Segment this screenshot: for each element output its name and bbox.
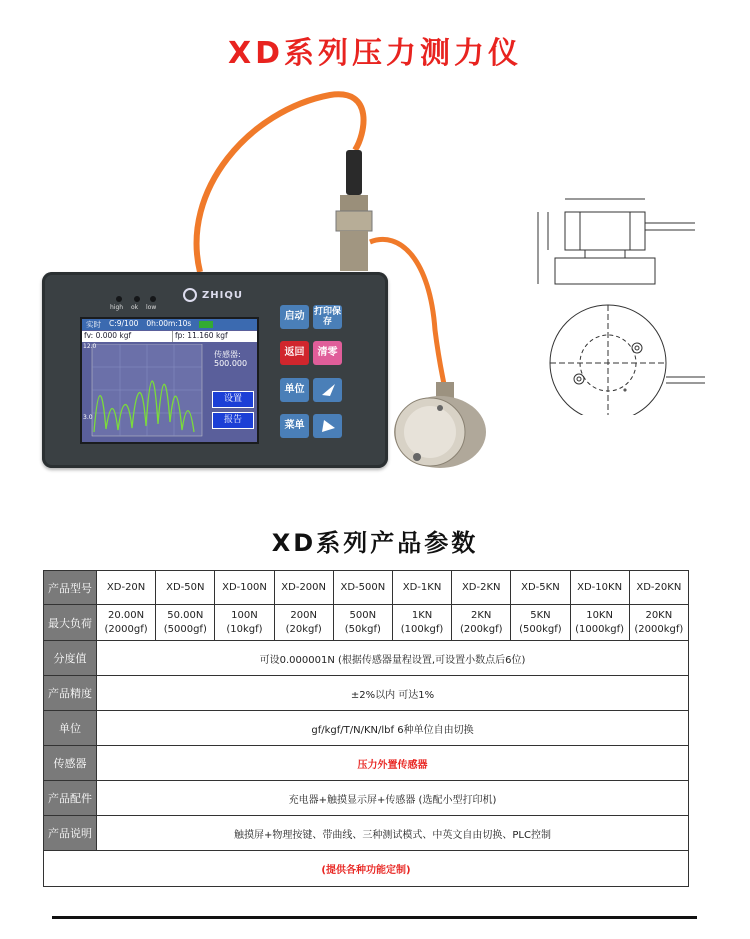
row-header: 传感器: [44, 746, 97, 781]
load-cell: [156, 605, 215, 641]
high-led-icon: [116, 296, 122, 302]
load-cell-technical-drawing: [520, 185, 730, 415]
load-value: 50.00N: [167, 609, 204, 621]
y-axis-mid-label: 3.0: [83, 414, 93, 421]
row-header: 产品精度: [44, 676, 97, 711]
table-row-model: [44, 571, 689, 605]
logo-icon: [183, 288, 197, 302]
row-header: 产品说明: [44, 816, 97, 851]
load-cell: [97, 605, 156, 641]
load-gf: (20kgf): [285, 623, 322, 635]
row-value: gf/kgf/T/N/KN/lbf 6种单位自由切换: [97, 711, 689, 746]
low-led-icon: [150, 296, 156, 302]
divider: [52, 916, 697, 919]
load-value: 5KN: [530, 609, 551, 621]
load-value: 20KN: [645, 609, 673, 621]
load-value: 20.00N: [108, 609, 145, 621]
screen-time: 0h:00m:10s: [146, 319, 192, 328]
force-gauge-device: [42, 272, 388, 468]
print-save-key[interactable]: 打印保存: [313, 307, 341, 327]
page-title: XD系列压力测力仪: [227, 36, 523, 71]
row-value: 充电器+触摸显示屏+传感器 (选配小型打印机): [97, 781, 689, 816]
load-gf: (2000gf): [104, 623, 148, 635]
load-value: 200N: [290, 609, 317, 621]
model-cell: XD-10KN: [570, 571, 629, 605]
load-value: 1KN: [411, 609, 433, 621]
model-cell: XD-200N: [274, 571, 333, 605]
table-row-footer: [44, 851, 689, 887]
load-gf: (2000kgf): [634, 623, 684, 635]
battery-icon: [199, 321, 213, 328]
load-value: 100N: [231, 609, 258, 621]
model-cell: XD-5KN: [511, 571, 570, 605]
row-header: 单位: [44, 711, 97, 746]
table-row: [44, 781, 689, 816]
table-row: [44, 816, 689, 851]
screen-readout-bar: [82, 331, 257, 342]
row-header: 产品配件: [44, 781, 97, 816]
model-cell: XD-500N: [333, 571, 392, 605]
load-cell: [452, 605, 511, 641]
arrow-up-key[interactable]: [313, 378, 342, 402]
led-label-ok: ok: [131, 304, 139, 311]
load-gf: (200kgf): [459, 623, 503, 635]
model-cell: XD-20N: [97, 571, 156, 605]
load-gf: (500kgf): [519, 623, 562, 635]
sensor-label: 传感器:: [214, 350, 241, 359]
led-label-high: high: [110, 304, 124, 311]
unit-key[interactable]: 单位: [280, 378, 309, 402]
model-cell: XD-20KN: [629, 571, 688, 605]
led-label-low: low: [146, 304, 157, 311]
screen-mode: 实时: [86, 320, 101, 329]
load-cell: [392, 605, 451, 641]
screen-count: C:9/100: [109, 319, 139, 328]
row-value: 压力外置传感器: [97, 746, 689, 781]
model-cell: XD-50N: [156, 571, 215, 605]
load-gf: (50kgf): [344, 623, 381, 635]
menu-key[interactable]: 菜单: [280, 414, 309, 438]
load-cell: [511, 605, 570, 641]
touch-screen[interactable]: [80, 317, 259, 444]
table-row: [44, 711, 689, 746]
load-gf: (1000kgf): [575, 623, 625, 635]
model-cell: XD-1KN: [392, 571, 451, 605]
back-key[interactable]: 返回: [280, 341, 309, 365]
brand-logo: ZHIQU: [202, 290, 243, 301]
row-value: 触摸屏+物理按键、带曲线、三种测试模式、中英文自由切换、PLC控制: [97, 816, 689, 851]
arrow-up-right-icon: [320, 383, 336, 397]
row-value: 可设0.000001N (根据传感器量程设置,可设置小数点后6位): [97, 641, 689, 676]
load-cell: [215, 605, 274, 641]
model-header: 产品型号: [44, 571, 97, 605]
spec-table: [43, 570, 689, 887]
load-value: 500N: [349, 609, 377, 621]
load-header: 最大负荷: [44, 605, 97, 641]
model-cell: XD-100N: [215, 571, 274, 605]
screen-status-bar: [82, 319, 257, 330]
row-header: 分度值: [44, 641, 97, 676]
load-gf: (10kgf): [226, 623, 263, 635]
sensor-range-value: 500.000: [214, 359, 248, 368]
load-cell: [570, 605, 629, 641]
table-row-load: [44, 605, 689, 641]
section-title: XD系列产品参数: [271, 529, 479, 557]
table-row: [44, 641, 689, 676]
load-cell: [274, 605, 333, 641]
arrow-down-right-icon: [320, 419, 336, 433]
y-axis-top-label: 12.0: [83, 343, 97, 350]
load-value: 2KN: [471, 609, 492, 621]
fv-readout: fv: 0.000 kgf: [82, 331, 173, 342]
start-key[interactable]: 启动: [280, 305, 309, 329]
footer-note: (提供各种功能定制): [44, 851, 689, 887]
report-button[interactable]: 报告: [212, 412, 254, 429]
ok-led-icon: [134, 296, 140, 302]
load-cell: [333, 605, 392, 641]
load-cell: [629, 605, 688, 641]
arrow-down-key[interactable]: [313, 414, 342, 438]
load-value: 10KN: [586, 609, 613, 621]
zero-key[interactable]: 清零: [313, 341, 342, 365]
row-value: ±2%以内 可达1%: [97, 676, 689, 711]
fp-readout: fp: 11.160 kgf: [175, 331, 228, 340]
force-curve-chart: [84, 344, 204, 440]
model-cell: XD-2KN: [452, 571, 511, 605]
settings-button[interactable]: 设置: [212, 391, 254, 408]
table-row: [44, 676, 689, 711]
table-row: [44, 746, 689, 781]
load-gf: (100kgf): [400, 623, 444, 635]
load-gf: (5000gf): [163, 623, 207, 635]
